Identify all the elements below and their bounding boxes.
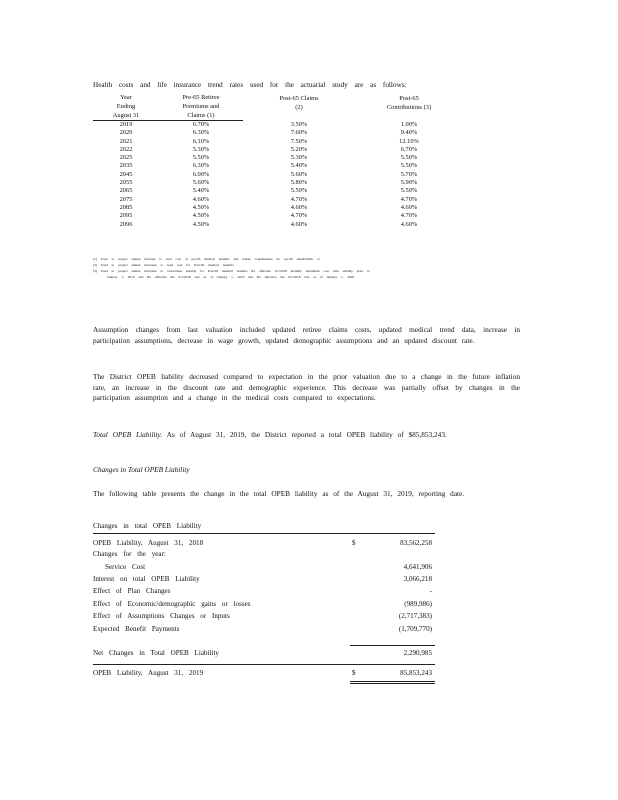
row-amount: (1,709,770): [398, 625, 432, 633]
row-label: Changes for the year:: [93, 550, 166, 558]
changes-table-row: [93, 625, 435, 634]
changes-table-row: [93, 600, 435, 609]
trend-row: [93, 121, 463, 130]
post65-contrib-cell: 4.60%: [400, 220, 418, 228]
year-cell: 2035: [119, 162, 133, 170]
post65-claims-cell: 4.70%: [290, 212, 308, 220]
net-change-rule: [93, 664, 435, 665]
post65-contrib-cell: 4.70%: [400, 195, 418, 203]
changes-table-row: [93, 612, 435, 621]
row-amount: 4,641,906: [403, 563, 432, 571]
row-label: OPEB Liability, August 31, 2019: [93, 669, 204, 677]
post65-claims-cell: 5.20%: [290, 145, 308, 153]
post65-contrib-cell: 6.70%: [400, 145, 418, 153]
post65-contrib-cell: 4.70%: [400, 212, 418, 220]
pre65-cell: 5.40%: [192, 187, 210, 195]
post65-claims-cell: 3.50%: [290, 120, 308, 128]
trend-row: [93, 162, 463, 170]
row-label: OPEB Liability, August 31, 2018: [93, 539, 204, 547]
footnote-2: (2) Used to project annual increases to total cost for Post-65 medical benefits: [93, 263, 234, 267]
year-cell: 2096: [119, 220, 133, 228]
post65-contrib-cell: 5.50%: [400, 154, 418, 162]
row-amount: 83,562,258: [400, 539, 432, 547]
row-amount: 85,853,243: [400, 669, 432, 677]
year-cell: 2045: [119, 170, 133, 178]
post65-contrib-cell: 12.10%: [399, 137, 419, 145]
post65-claims-cell: 4.60%: [290, 203, 308, 211]
trend-row: [93, 221, 463, 229]
post65-contrib-cell: 5.50%: [400, 162, 418, 170]
footnote-1: (1) Used to project annual increase to total cost of pre-65 medical benefits and retiree contributions for pre-65 medical/Rx/ ta: [93, 257, 320, 261]
currency-symbol: $: [352, 669, 356, 677]
post65-contrib-cell: 1.00%: [400, 120, 418, 128]
row-label: Effect of Assumptions Changes or Inputs: [93, 612, 230, 620]
trend-row: [93, 187, 463, 195]
year-cell: 2095: [119, 212, 133, 220]
post65-claims-cell: 4.70%: [290, 195, 308, 203]
row-amount: 3,066,218: [403, 575, 432, 583]
footnote-3: (3) Used to project annual increases to cost/retiree subsidy for Post-65 medical benefits Rx effective 9/1/2018 monthly maximum cost with subsidy prior to: [93, 269, 370, 273]
row-amount: -: [429, 587, 432, 595]
subtotal-rule: [350, 645, 435, 646]
row-label: Expected Benefit Payments: [93, 625, 180, 633]
assumption-changes-paragraph: Assumption changes from last valuation included updated retiree claims costs, updated medical trend data, increase in participation assumptions, decrease in wage growth, updated demographic assumptions and an updated discount rate.: [93, 325, 520, 345]
row-amount: (2,717,383): [398, 612, 432, 620]
post65-contrib-cell: 4.60%: [400, 203, 418, 211]
pre65-cell: 4.50%: [192, 220, 210, 228]
pre65-cell: 6.30%: [192, 129, 210, 137]
total-opeb-paragraph: [93, 430, 520, 441]
trend-row: [93, 204, 463, 212]
changes-table-row: [93, 575, 435, 584]
pre65-cell: 6.30%: [192, 162, 210, 170]
total-opeb-heading: Total OPEB Liability.: [93, 430, 163, 439]
changes-table-row: [93, 587, 435, 596]
currency-symbol: $: [352, 539, 356, 547]
trend-row: [93, 129, 463, 137]
trend-row: [93, 146, 463, 154]
header-post65-contributions: Post-65 Contributions (3): [386, 94, 432, 111]
trend-row: [93, 154, 463, 162]
trend-row: [93, 179, 463, 187]
trend-row: [93, 196, 463, 204]
row-label: Interest on total OPEB Liability: [93, 575, 200, 583]
year-cell: 2019: [119, 121, 133, 128]
year-cell: 2075: [119, 195, 133, 203]
row-label: Effect of Economic/demographic gains or losses: [93, 600, 251, 608]
post65-claims-cell: 4.60%: [290, 220, 308, 228]
post65-claims-cell: 5.50%: [290, 187, 308, 195]
changes-table-row: [93, 649, 435, 658]
pre65-cell: 6.10%: [192, 137, 210, 145]
following-paragraph: The following table presents the change in the total OPEB liability as of the August 31, 2019, reporting date.: [93, 489, 465, 498]
year-cell: 2021: [119, 137, 133, 145]
pre65-cell: 4.50%: [192, 212, 210, 220]
pre65-cell: 5.60%: [192, 179, 210, 187]
total-rule-2: [350, 683, 435, 684]
header-pre65: Pre-65 Retiree Premiums and Claims (1): [159, 93, 243, 121]
total-opeb-text: As of August 31, 2019, the District reported a total OPEB liability of $85,853,243.: [166, 430, 447, 439]
intro-text: Health costs and life insurance trend rates used for the actuarial study are as follows:: [93, 81, 407, 89]
trend-row: [93, 212, 463, 220]
trend-row: [93, 171, 463, 179]
row-amount: (989,986): [404, 600, 432, 608]
row-amount: 2,290,985: [403, 649, 432, 657]
row-label: Net Changes in Total OPEB Liability: [93, 649, 219, 657]
changes-table-row: [93, 563, 435, 572]
year-cell: 2025: [119, 154, 133, 162]
post65-claims-cell: 7.50%: [290, 137, 308, 145]
pre65-cell: 4.50%: [192, 203, 210, 211]
changes-table-row: [93, 669, 435, 678]
year-cell: 2022: [119, 145, 133, 153]
changes-table-row: [93, 550, 435, 559]
row-label: Service Cost: [105, 563, 146, 571]
year-cell: 2085: [119, 203, 133, 211]
post65-claims-cell: 5.40%: [290, 162, 308, 170]
header-year: Year Ending August 31: [93, 93, 159, 121]
post65-claims-cell: 5.80%: [290, 179, 308, 187]
year-cell: 2065: [119, 187, 133, 195]
district-opeb-paragraph: The District OPEB liability decreased compared to expectation in the prior valuation due to a change in the future inflation rate, an increase in the discount rate and demographic experience. This decrease was partially offset by changes in the participation assumption and a change in the medical costs compared to expectations.: [93, 372, 520, 403]
post65-claims-cell: 5.30%: [290, 154, 308, 162]
post65-contrib-cell: 5.70%: [400, 170, 418, 178]
total-rule-1: [350, 681, 435, 682]
trend-rates-table: [93, 93, 463, 229]
changes-table-row: [93, 539, 435, 548]
trend-row: [93, 138, 463, 146]
post65-claims-cell: 5.60%: [290, 170, 308, 178]
year-cell: 2020: [119, 129, 133, 137]
post65-contrib-cell: 5.50%: [400, 187, 418, 195]
post65-claims-cell: 7.60%: [290, 129, 308, 137]
year-cell: 2055: [119, 179, 133, 187]
table-top-rule: [93, 533, 435, 534]
pre65-cell: 6.70%: [192, 121, 210, 128]
pre65-cell: 5.30%: [192, 145, 210, 153]
post65-contrib-cell: 5.90%: [400, 179, 418, 187]
pre65-cell: 6.00%: [192, 170, 210, 178]
changes-heading: Changes in Total OPEB Liability: [93, 465, 190, 474]
header-post65-claims: Post-65 Claims (2): [279, 94, 319, 111]
pre65-cell: 4.60%: [192, 195, 210, 203]
changes-table-title: Changes in total OPEB Liability: [93, 522, 202, 530]
pre65-cell: 5.50%: [192, 154, 210, 162]
footnote-3-continued: January 1, 2019 and Rx effective the 9/1/2018 rate as of January 1, 2019 and Rx effective the 9/1/2018 rate as of January 1, 2020: [107, 275, 355, 279]
post65-contrib-cell: 9.40%: [400, 129, 418, 137]
row-label: Effect of Plan Changes: [93, 587, 171, 595]
